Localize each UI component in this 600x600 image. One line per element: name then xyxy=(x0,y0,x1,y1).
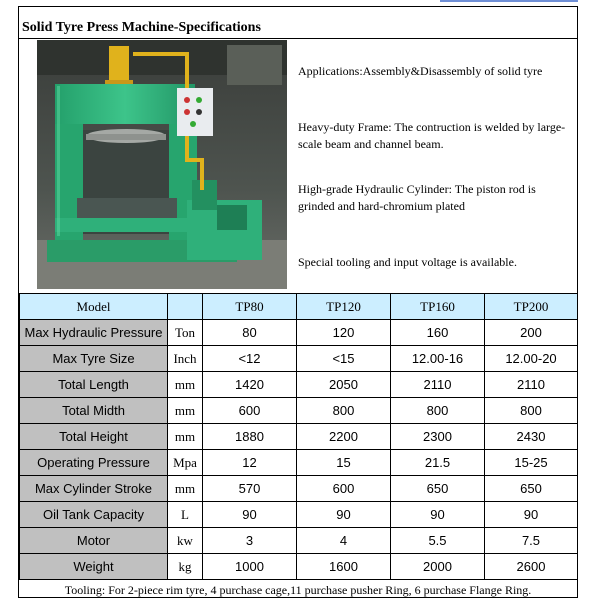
table-cell: 2000 xyxy=(391,554,485,580)
table-cell: 650 xyxy=(485,476,578,502)
table-cell: 1600 xyxy=(297,554,391,580)
row-label: Oil Tank Capacity xyxy=(20,502,168,528)
table-row xyxy=(20,476,578,502)
row-unit: mm xyxy=(168,372,203,398)
row-unit: Mpa xyxy=(168,450,203,476)
table-row xyxy=(20,424,578,450)
row-label: Max Hydraulic Pressure xyxy=(20,320,168,346)
row-label: Operating Pressure xyxy=(20,450,168,476)
table-cell: 5.5 xyxy=(391,528,485,554)
row-unit: mm xyxy=(168,424,203,450)
table-cell: 21.5 xyxy=(391,450,485,476)
table-row xyxy=(20,450,578,476)
row-unit: L xyxy=(168,502,203,528)
row-label: Motor xyxy=(20,528,168,554)
table-cell: 7.5 xyxy=(485,528,578,554)
table-row xyxy=(20,346,578,372)
page-title: Solid Tyre Press Machine-Specifications xyxy=(22,20,261,35)
table-cell: 12.00-16 xyxy=(391,346,485,372)
table-cell: 2110 xyxy=(391,372,485,398)
header-tp200: TP200 xyxy=(485,294,578,320)
spec-table xyxy=(19,293,578,580)
header-model: Model xyxy=(20,294,168,320)
table-cell: 2600 xyxy=(485,554,578,580)
table-cell: 12 xyxy=(203,450,297,476)
table-row xyxy=(20,398,578,424)
description-tooling: Special tooling and input voltage is available. xyxy=(298,255,517,269)
row-unit: Ton xyxy=(168,320,203,346)
top-link-underline xyxy=(440,0,578,2)
table-cell: 120 xyxy=(297,320,391,346)
table-cell: <12 xyxy=(203,346,297,372)
row-label: Total Midth xyxy=(20,398,168,424)
table-cell: 90 xyxy=(391,502,485,528)
table-cell: 800 xyxy=(391,398,485,424)
row-unit: Inch xyxy=(168,346,203,372)
table-cell: 15-25 xyxy=(485,450,578,476)
row-unit: kg xyxy=(168,554,203,580)
table-cell: 160 xyxy=(391,320,485,346)
row-unit: mm xyxy=(168,398,203,424)
table-cell: 3 xyxy=(203,528,297,554)
header-unit xyxy=(168,294,203,320)
table-row xyxy=(20,502,578,528)
table-cell: 15 xyxy=(297,450,391,476)
table-cell: 90 xyxy=(297,502,391,528)
table-cell: 800 xyxy=(485,398,578,424)
row-unit: mm xyxy=(168,476,203,502)
table-row xyxy=(20,528,578,554)
table-row xyxy=(20,554,578,580)
table-cell: 4 xyxy=(297,528,391,554)
row-label: Weight xyxy=(20,554,168,580)
table-cell: 90 xyxy=(485,502,578,528)
table-cell: 1420 xyxy=(203,372,297,398)
table-cell: 2200 xyxy=(297,424,391,450)
row-label: Total Height xyxy=(20,424,168,450)
table-cell: 800 xyxy=(297,398,391,424)
table-row xyxy=(20,372,578,398)
row-label: Max Tyre Size xyxy=(20,346,168,372)
press-machine-illustration xyxy=(37,40,287,289)
table-cell: 200 xyxy=(485,320,578,346)
header-tp120: TP120 xyxy=(297,294,391,320)
table-row xyxy=(20,320,578,346)
header-tp80: TP80 xyxy=(203,294,297,320)
row-unit: kw xyxy=(168,528,203,554)
table-cell: 1000 xyxy=(203,554,297,580)
table-cell: 600 xyxy=(297,476,391,502)
row-label: Max Cylinder Stroke xyxy=(20,476,168,502)
table-cell: 80 xyxy=(203,320,297,346)
table-cell: <15 xyxy=(297,346,391,372)
table-cell: 1880 xyxy=(203,424,297,450)
machine-photo xyxy=(37,40,287,289)
table-cell: 650 xyxy=(391,476,485,502)
title-divider xyxy=(19,38,577,39)
table-cell: 2430 xyxy=(485,424,578,450)
description-cylinder: High-grade Hydraulic Cylinder: The piston rod is grinded and hard-chromium plated xyxy=(298,182,536,213)
description-frame: Heavy-duty Frame: The contruction is welded by large-scale beam and channel beam. xyxy=(298,120,566,151)
table-cell: 600 xyxy=(203,398,297,424)
table-cell: 2050 xyxy=(297,372,391,398)
header-tp160: TP160 xyxy=(391,294,485,320)
table-cell: 12.00-20 xyxy=(485,346,578,372)
table-cell: 570 xyxy=(203,476,297,502)
description-applications: Applications:Assembly&Disassembly of solid tyre xyxy=(298,64,543,78)
tooling-note: Tooling: For 2-piece rim tyre, 4 purchase cage,11 purchase pusher Ring, 6 purchase Flange Ring. xyxy=(64,583,532,597)
table-cell: 90 xyxy=(203,502,297,528)
table-cell: 2110 xyxy=(485,372,578,398)
row-label: Total Length xyxy=(20,372,168,398)
spec-table-header xyxy=(20,294,578,320)
table-cell: 2300 xyxy=(391,424,485,450)
